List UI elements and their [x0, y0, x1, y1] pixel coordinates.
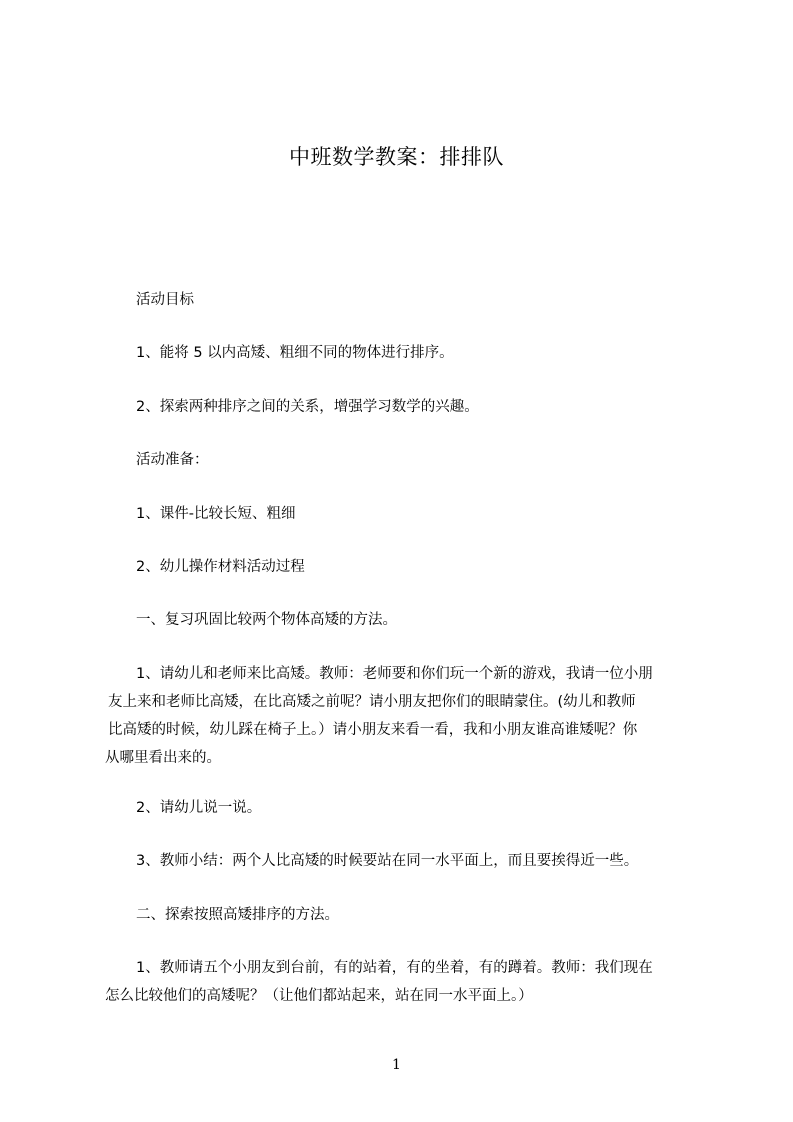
paragraph-line: 1、请幼儿和老师来比高矮。教师：老师要和你们玩一个新的游戏，我请一位小朋 [136, 666, 653, 682]
preparation-item-1: 1、课件-比较长短、粗细 [136, 506, 296, 522]
paragraph-line: 比高矮的时候，幼儿踩在椅子上。）请小朋友来看一看，我和小朋友谁高谁矮呢？你 [108, 722, 638, 738]
paragraph-line: 从哪里看出来的。 [105, 750, 221, 766]
paragraph-line: 1、教师请五个小朋友到台前，有的站着，有的坐着，有的蹲着。教师：我们现在 [136, 960, 653, 976]
process-step-2-heading: 二、探索按照高矮排序的方法。 [136, 907, 339, 923]
page-number: 1 [392, 1057, 401, 1073]
document-title: 中班数学教案：排排队 [289, 145, 504, 169]
paragraph-line: 友上来和老师比高矮，在比高矮之前呢？请小朋友把你们的眼睛蒙住。(幼儿和教师 [108, 694, 636, 710]
process-step-1-item-2: 2、请幼儿说一说。 [136, 800, 262, 816]
section-heading-goals: 活动目标 [136, 292, 194, 308]
section-heading-preparation: 活动准备： [136, 452, 209, 468]
process-step-1-paragraph [105, 660, 705, 772]
preparation-item-2: 2、幼儿操作材料活动过程 [136, 559, 305, 575]
paragraph-line: 怎么比较他们的高矮呢？（让他们都站起来，站在同一水平面上。） [105, 988, 533, 1004]
goal-item-1: 1、能将 5 以内高矮、粗细不同的物体进行排序。 [136, 345, 454, 361]
goal-item-2: 2、探索两种排序之间的关系，增强学习数学的兴趣。 [136, 399, 479, 415]
process-step-2-paragraph [105, 954, 705, 1010]
process-step-1-heading: 一、复习巩固比较两个物体高矮的方法。 [136, 612, 397, 628]
process-step-1-item-3: 3、教师小结：两个人比高矮的时候要站在同一水平面上，而且要挨得近一些。 [136, 853, 639, 869]
